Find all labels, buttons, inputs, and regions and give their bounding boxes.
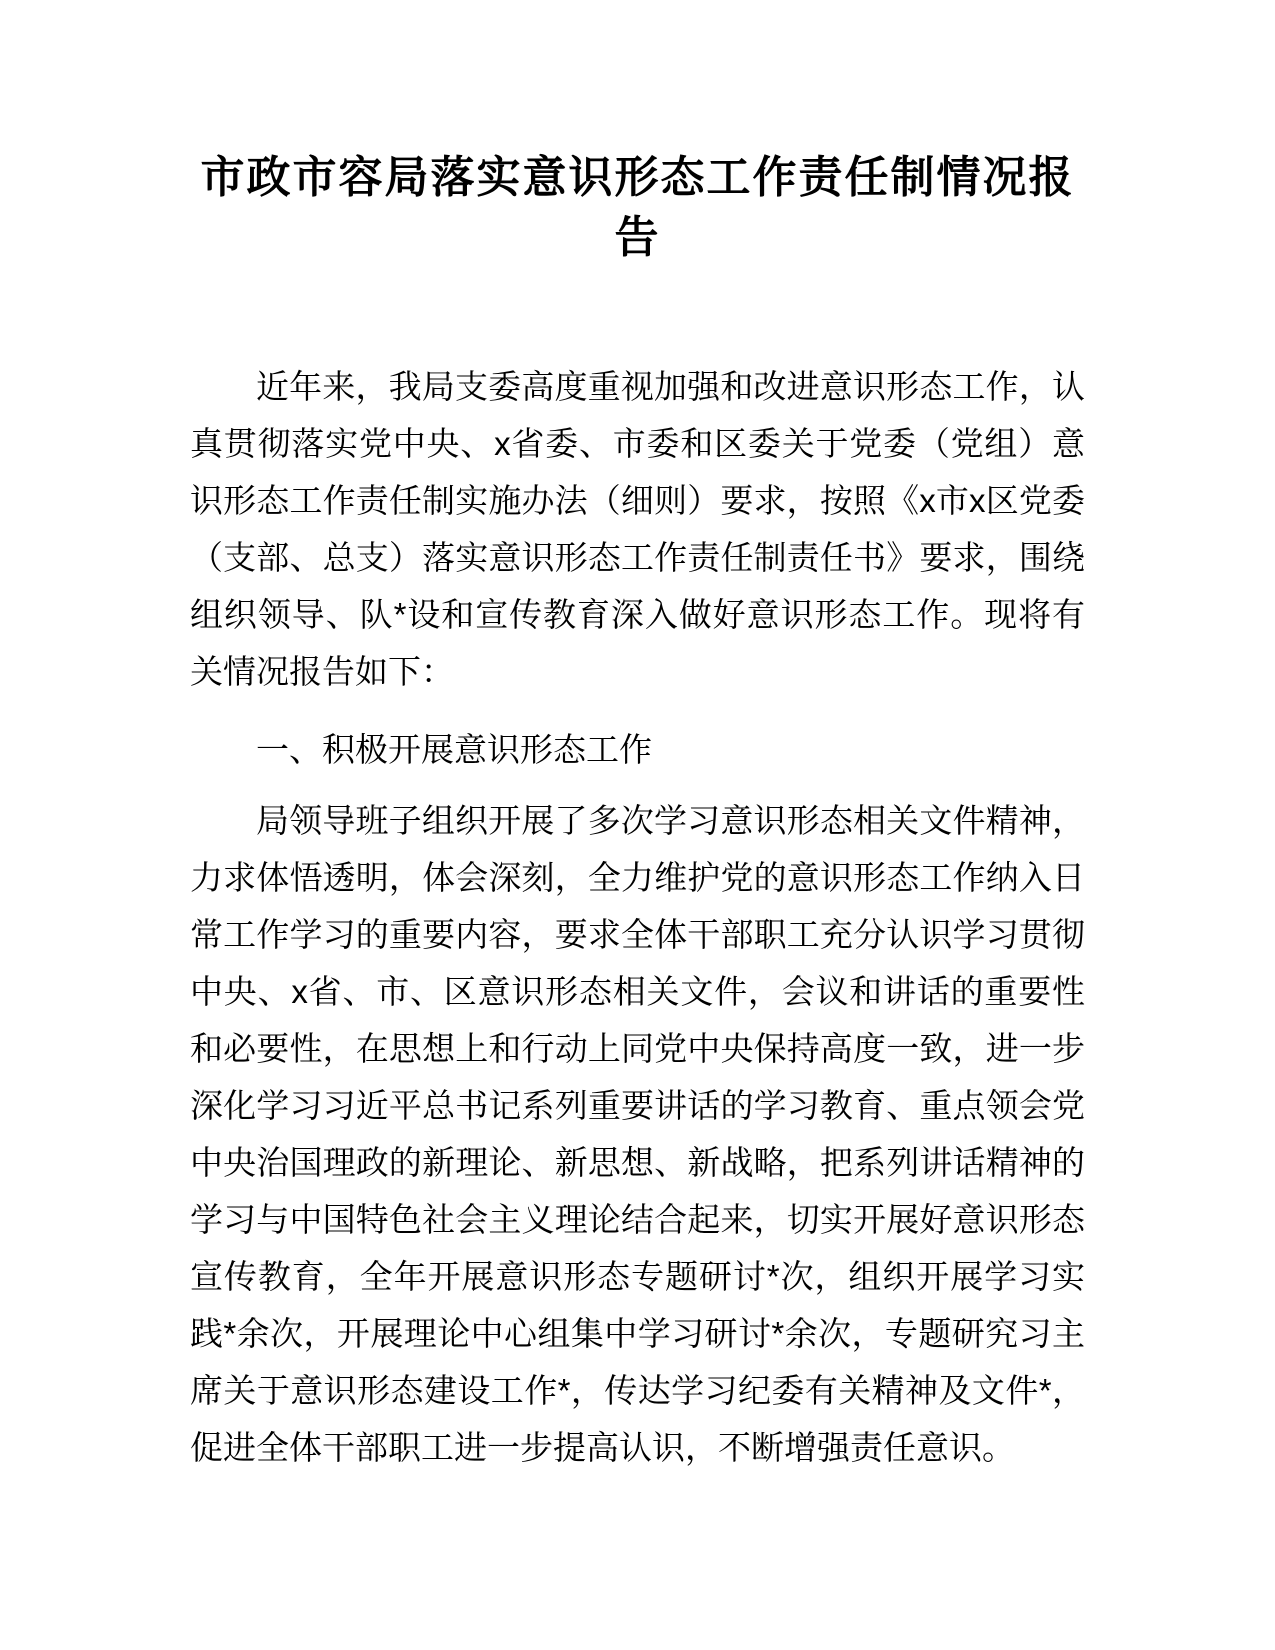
document-content — [190, 148, 1085, 1476]
document-title: 市政市容局落实意识形态工作责任制情况报告 — [200, 153, 1075, 262]
section-1-body-paragraph: 局领导班子组织开展了多次学习意识形态相关文件精神，力求体悟透明，体会深刻，全力维护党的意识形态工作纳入日常工作学习的重要内容，要求全体干部职工充分认识学习贯彻中央、x省、市、区意识形态相关文件，会议和讲话的重要性和必要性，在思想上和行动上同党中央保持高度一致，进一步深化学习习近平总书记系列重要讲话的学习教育、重点领会党中央治国理政的新理论、新思想、新战略，把系列讲话精神的学习与中国特色社会主义理论结合起来，切实开展好意识形态宣传教育，全年开展意识形态专题研讨*次，组织开展学习实践*余次，开展理论中心组集中学习研讨*余次，专题研究习主席关于意识形态建设工作*，传达学习纪委有关精神及文件*，促进全体干部职工进一步提高认识，不断增强责任意识。 — [190, 802, 1085, 1466]
section-1-heading: 一、积极开展意识形态工作 — [256, 731, 652, 768]
paragraph-intro: 近年来，我局支委高度重视加强和改进意识形态工作，认真贯彻落实党中央、x省委、市委和区委关于党委（党组）意识形态工作责任制实施办法（细则）要求，按照《x市x区党委（支部、总支）落实意识形态工作责任制责任书》要求，围绕组织领导、队*设和宣传教育深入做好意识形态工作。现将有关情况报告如下： — [190, 368, 1085, 690]
